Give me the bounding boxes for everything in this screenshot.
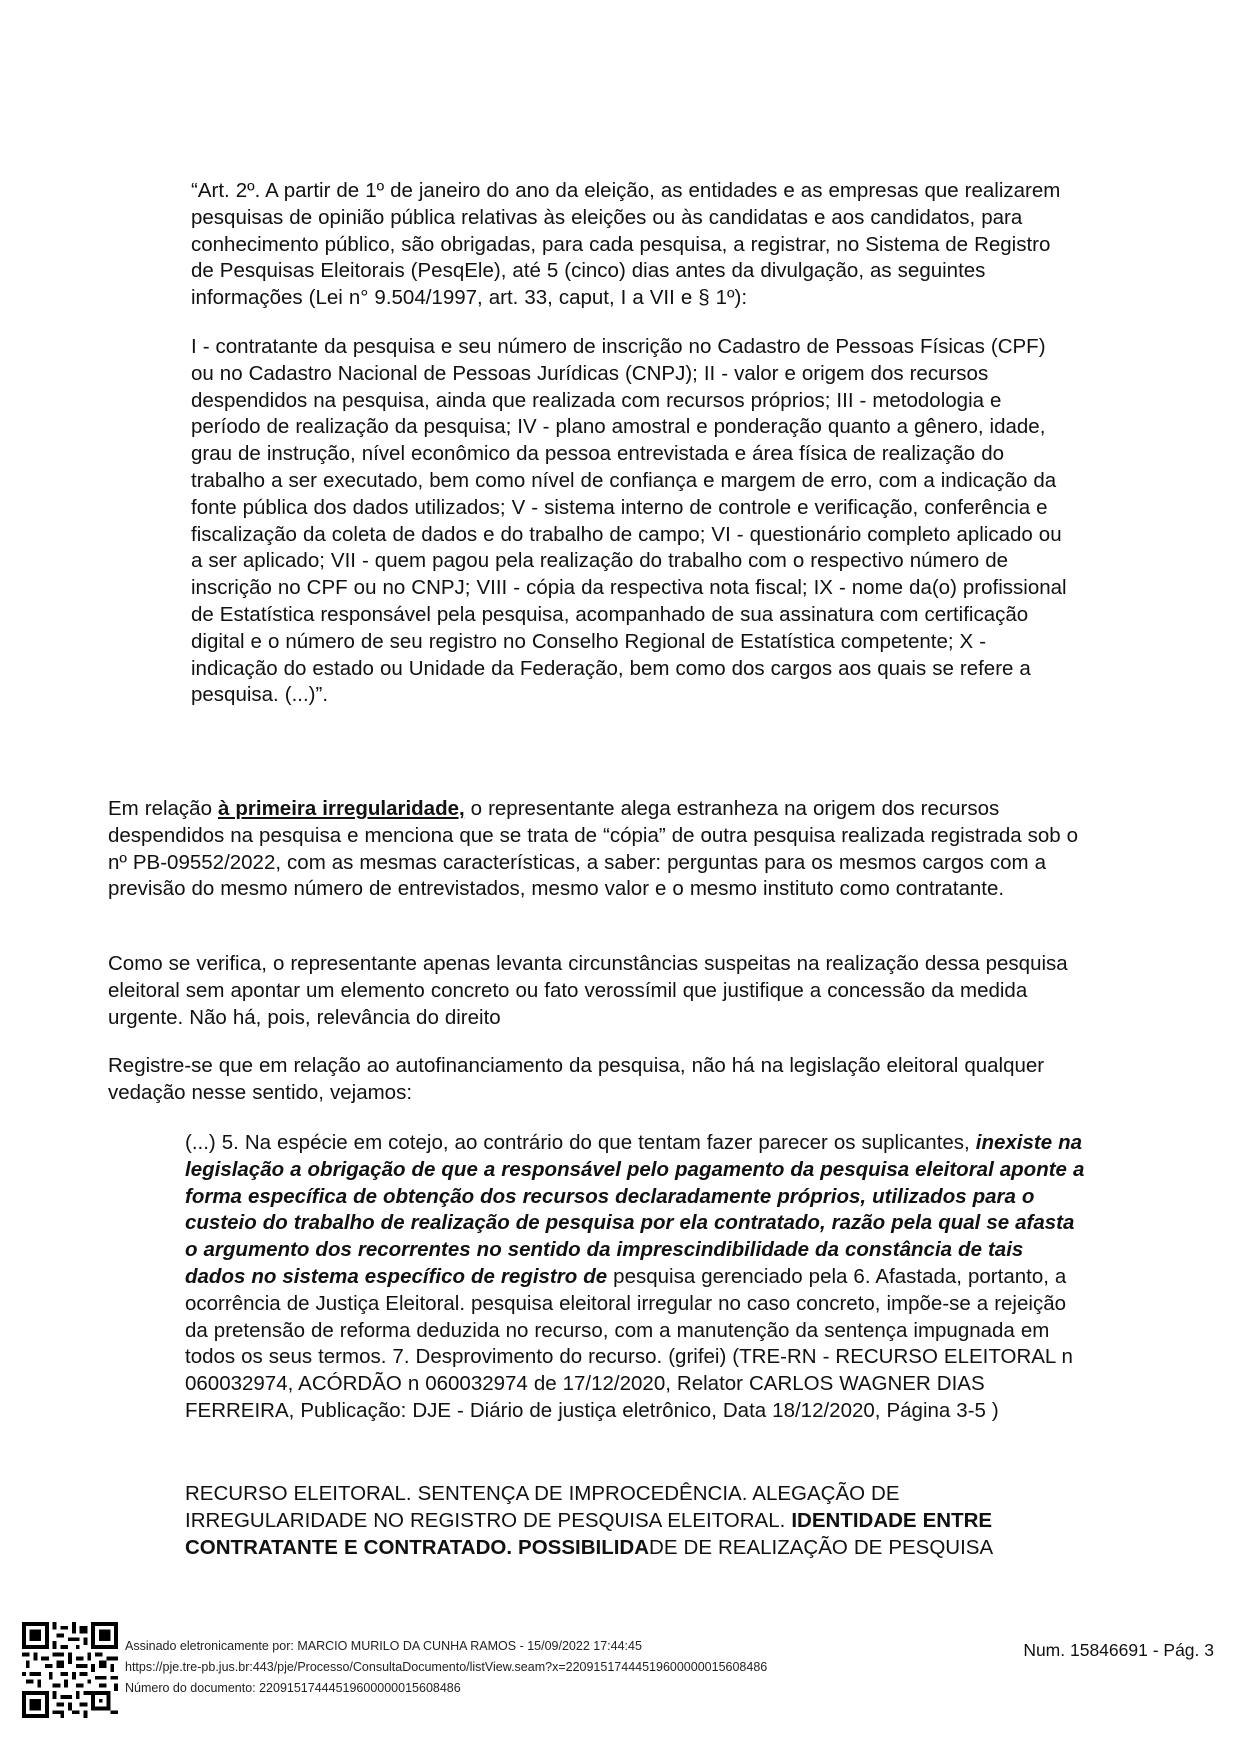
document-url-link[interactable]: https://pje.tre-pb.jus.br:443/pje/Processo/ConsultaDocumento/listView.seam?x=22091517444519600000015608486	[125, 1660, 768, 1674]
first-irregularity-emphasis: à primeira irregularidade,	[217, 797, 465, 820]
quote3-rest: pesquisa gerenciado pela 6. Afastada, portanto, a ocorrência de Justiça Eleitoral. pesquisa eleitoral irregular no caso concreto, impõe-se a rejeição da pretensão de reforma deduzida no recurso, com a manutenção da sentença impugnada em todos os seus termos. 7. Desprovimento do recurso. (grifei) (TRE-RN - RECURSO ELEITORAL n 060032974, ACÓRDÃO n 060032974 de 17/12/2020, Relator CARLOS WAGNER DIAS FERREIRA, Publicação: DJE - Diário de justiça eletrônico, Data 18/12/2020, Página 3-5 )	[185, 1264, 1073, 1422]
quote3-prefix: (...) 5. Na espécie em cotejo, ao contrário do que tentam fazer parecer os suplicantes,	[185, 1131, 976, 1154]
suspicion-paragraph: Como se verifica, o representante apenas levanta circunstâncias suspeitas na realização dessa pesquisa eleitoral sem apontar um elemento concreto ou fato verossímil que justifique a concessão da medida urgente. Não há, pois, relevância do direito	[108, 952, 1068, 1029]
tre-rn-jurisprudence-quote	[185, 1130, 1085, 1425]
art2-items-quote: I - contratante da pesquisa e seu número de inscrição no Cadastro de Pessoas Físicas (CPF) ou no Cadastro Nacional de Pessoas Jurídicas (CNPJ); II - valor e origem dos recursos despendidos na pesquisa, ainda que realizada com recursos próprios; III - metodologia e período de realização da pesquisa; IV - plano amostral e ponderação quanto a gênero, idade, grau de instrução, nível econômico da pessoa entrevistada e área física de realização do trabalho a ser executado, bem como nível de confiança e margem de erro, com a indicação da fonte pública dos dados utilizados; V - sistema interno de controle e verificação, conferência e fiscalização da coleta de dados e do trabalho de campo; VI - questionário completo aplicado ou a ser aplicado; VII - quem pagou pela realização do trabalho com o respectivo número de inscrição no CPF ou no CNPJ; VIII - cópia da respectiva nota fiscal; IX - nome da(o) profissional de Estatística responsável pela pesquisa, acompanhado de sua assinatura com certificação digital e o número de seu registro no Conselho Regional de Estatística competente; X - indicação do estado ou Unidade da Federação, bem como dos cargos aos quais se refere a pesquisa. (...)”.	[191, 335, 1067, 707]
page-number: Num. 15846691 - Pág. 3	[1023, 1640, 1214, 1660]
quote4-prefix: RECURSO ELEITORAL. SENTENÇA DE IMPROCEDÊNCIA. ALEGAÇÃO DE IRREGULARIDADE NO REGISTRO DE PESQUISA ELEITORAL.	[185, 1482, 900, 1532]
para1-prefix: Em relação	[108, 797, 218, 820]
qr-code-icon	[22, 1622, 118, 1718]
recurso-eleitoral-ementa	[185, 1481, 1085, 1561]
para1-rest: o representante alega estranheza na origem dos recursos despendidos na pesquisa e menciona que se trata de “cópia” de outra pesquisa realizada registrada sob o nº PB-09552/2022, com as mesmas características, a saber: perguntas para os mesmos cargos com a previsão do mesmo número de entrevistados, mesmo valor e o mesmo instituto como contratante.	[108, 797, 1079, 901]
self-financing-paragraph: Registre-se que em relação ao autofinanciamento da pesquisa, não há na legislação eleitoral qualquer vedação nesse sentido, vejamos:	[108, 1054, 1045, 1104]
quote4-rest: DE DE REALIZAÇÃO DE PESQUISA	[649, 1535, 994, 1559]
document-number: Número do documento: 22091517444519600000015608486	[125, 1681, 461, 1695]
first-irregularity-paragraph	[108, 796, 1093, 903]
signature-line: Assinado eletronicamente por: MARCIO MURILO DA CUNHA RAMOS - 15/09/2022 17:44:45	[125, 1639, 642, 1653]
quote3-emphasis: inexiste na legislação a obrigação de que a responsável pelo pagamento da pesquisa eleitoral aponte a forma específica de obtenção dos recursos declaradamente próprios, utilizados para o custeio do trabalho de realização de pesquisa por ela contratado, razão pela qual se afasta o argumento dos recorrentes no sentido da imprescindibilidade da constância de tais dados no sistema específico de registro de	[185, 1131, 1085, 1288]
quote4-bold: IDENTIDADE ENTRE CONTRATANTE E CONTRATADO. POSSIBILIDA	[185, 1508, 993, 1559]
art2-intro-quote: “Art. 2º. A partir de 1º de janeiro do ano da eleição, as entidades e as empresas que realizarem pesquisas de opinião pública relativas às eleições ou às candidatas e aos candidatos, para conhecimento público, são obrigadas, para cada pesquisa, a registrar, no Sistema de Registro de Pesquisas Eleitorais (PesqEle), até 5 (cinco) dias antes da divulgação, as seguintes informações (Lei n° 9.504/1997, art. 33, caput, I a VII e § 1º):	[191, 179, 1061, 310]
